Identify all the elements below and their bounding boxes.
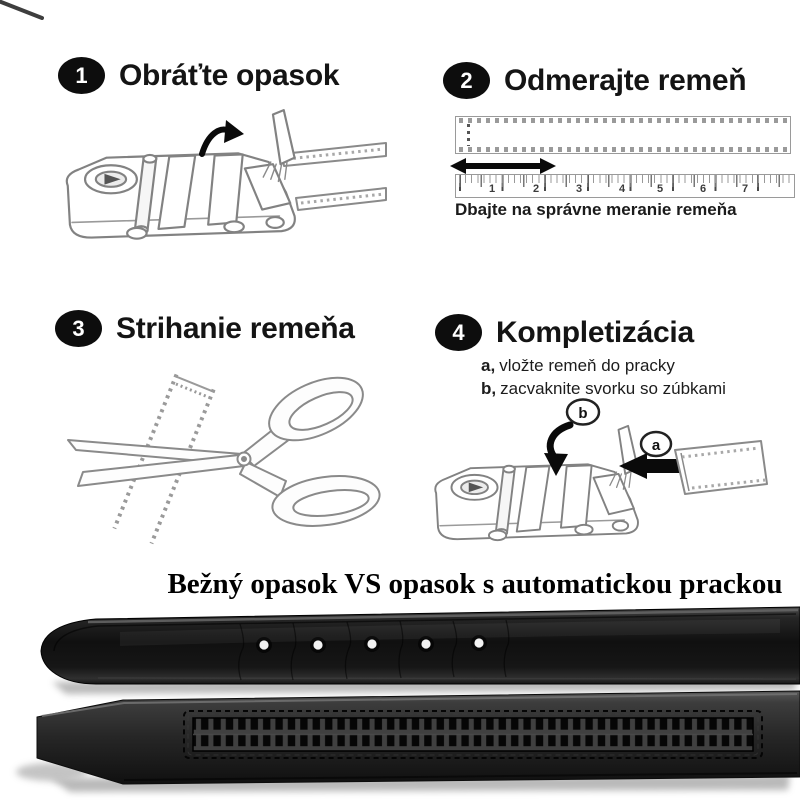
- step3-badge: [55, 310, 102, 347]
- step3-number: 3: [72, 315, 85, 341]
- ruler-number: 1: [489, 183, 496, 195]
- step2-title: Odmerajte remeň: [504, 63, 747, 97]
- belts-photo: [0, 600, 800, 800]
- step4-badge: [435, 314, 482, 351]
- callout-b-label: b: [578, 405, 588, 422]
- step4-header: [435, 314, 694, 351]
- measure-double-arrow-icon: [448, 156, 558, 176]
- strap-perforation-bottom: [459, 147, 787, 152]
- ruler-number: 2: [533, 183, 540, 195]
- step4-number: 4: [452, 319, 465, 345]
- step2-number: 2: [460, 67, 473, 93]
- step2-belt-strap: [455, 116, 791, 154]
- step4-instruction-b-label: b,: [481, 379, 497, 398]
- classic-belt: [41, 607, 800, 694]
- step3-scissors-illustration: [56, 362, 391, 547]
- comparison-title: Bežný opasok VS opasok s automatickou prackou: [167, 568, 783, 600]
- step2-caption: Dbajte na správne meranie remeňa: [455, 200, 737, 219]
- step1-title: Obráťte opasok: [119, 58, 340, 92]
- ruler-number: 4: [619, 183, 626, 195]
- step1-buckle-illustration: [30, 98, 388, 246]
- ruler-number: 6: [700, 183, 707, 195]
- step4-instruction-a: [481, 356, 675, 376]
- automatic-belt: [16, 691, 800, 792]
- step3-title: Strihanie remeňa: [116, 311, 355, 345]
- ruler-number: 3: [576, 183, 583, 195]
- clamp-down-arrow-icon: [550, 425, 570, 458]
- step4-instruction-a-label: a,: [481, 356, 496, 375]
- step4-assembly-illustration: [413, 398, 798, 546]
- callout-a-label: a: [651, 437, 661, 454]
- step4-instruction-b: [481, 379, 726, 399]
- belt-strap-art: [282, 143, 386, 210]
- step1-badge: [58, 57, 105, 94]
- strap-perforation-top: [459, 118, 787, 123]
- ruler-number: 5: [657, 183, 664, 195]
- step4-instruction-b-text: zacvaknite svorku so zúbkami: [500, 379, 726, 398]
- strap-stitch-dots: [467, 124, 470, 146]
- step1-number: 1: [75, 62, 88, 88]
- ratchet-track: [184, 711, 762, 758]
- corner-artifact: [0, 0, 56, 28]
- step4-title: Kompletizácia: [496, 315, 694, 349]
- loose-strap-end: [675, 441, 767, 494]
- flip-arrow-icon: [202, 120, 244, 154]
- step4-instruction-a-text: vložte remeň do pracky: [499, 356, 675, 375]
- ruler-number: 7: [742, 183, 749, 195]
- step2-header: [443, 62, 746, 99]
- step1-header: [58, 57, 339, 94]
- scissors-icon: [68, 365, 383, 532]
- step2-badge: [443, 62, 490, 99]
- ruler: [455, 174, 795, 198]
- step3-header: [55, 310, 355, 347]
